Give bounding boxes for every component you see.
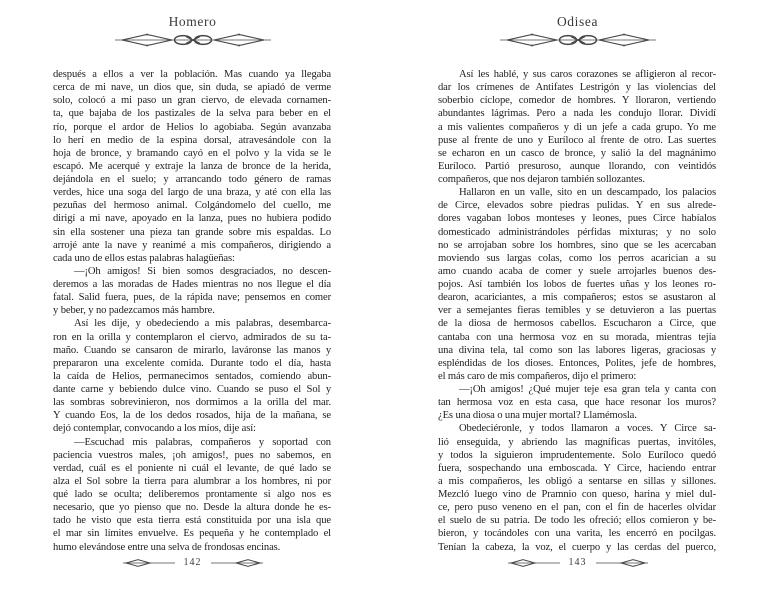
text-line: cada uno de ellos estas palabras halagüeñas:	[53, 252, 235, 264]
text-line: Hallaron en un valle, sito en un descampado, los palacios	[459, 187, 716, 199]
text-line: ron en la orilla y contemplaron el ciervo, admirados de su ta-	[53, 331, 331, 343]
text-line: verdad, cuál es el poniente ni cuál el levante, de qué lado se	[53, 462, 331, 474]
text-line: la caída de Helios, permanecimos sentados, comiendo abun-	[53, 370, 331, 382]
text-line: dearon, acariciantes, a mis compañeros; estos se asustaron al	[438, 292, 716, 304]
text-line: ¿Es una diosa o una mujer mortal? Llamémosla.	[438, 410, 637, 422]
text-line: a mis compañeros, les obligó a sentarse en sillas y sillones.	[438, 475, 716, 487]
text-line: escapó. Me acerqué y extraje la lanza de bronce de la herida,	[53, 160, 331, 172]
text-line: paciencia vuestros males, ¡oh amigos!, pues no sabemos, en	[53, 449, 331, 461]
right-page-header	[385, 14, 770, 47]
text-line: lo herí en medio de la espina dorsal, atravesándole con la	[53, 134, 331, 146]
text-line: soberbio cíclope, comedor de hombres. Y lloraron, vertiendo	[438, 95, 716, 107]
text-line: dante carne y bebiendo dulce vino. Cuando se puso el Sol y	[53, 384, 331, 395]
text-line: el mar sin límites envuelve. Es pequeña y he contemplado el	[53, 528, 331, 540]
text-line: Así les hablé, y sus caros corazones se afligieron al recor-	[459, 69, 716, 80]
text-line: —¡Oh amigos! Si bien somos desgraciados, no descen-	[74, 265, 331, 277]
text-line: —Escuchad mis palabras, compañeros y soportad con	[74, 436, 331, 448]
text-line: ta, que bajaba de los pastizales de la selva para beber en el	[53, 108, 331, 120]
text-line: fuera, sospechando una emboscada. Y Circe, haciendo entrar	[438, 462, 716, 474]
text-line: río, porque el ardor de Helios lo agobiaba. Según avanzaba	[53, 121, 331, 133]
text-line: —¡Oh amigos! ¿Qué mujer teje esa gran tela y canta con	[459, 384, 716, 395]
text-line: y beber, y no padezcamos más hambre.	[53, 305, 215, 317]
right-page-footer	[385, 557, 770, 568]
text-line: pezuñas del hermoso animal. Colgándomelo del cuello, me	[53, 200, 331, 212]
text-line: dejó contemplar, convocando a los míos, dije así:	[53, 423, 256, 435]
header-ornament-icon	[114, 33, 272, 47]
text-line: bieron, y tocándoles con una varita, les encerró en pocilgas.	[438, 528, 716, 540]
text-line: compañeros, que nos dejaron también sollozantes.	[438, 174, 645, 185]
text-line: Mezcló luego vino de Pramnio con queso, harina y miel dul-	[438, 489, 716, 500]
text-line: a mis valientes compañeros y di un jefe a cada grupo. Yo me	[438, 121, 716, 133]
text-line: puse al frente de uno y Euríloco al frente de otro. Las suertes	[438, 134, 716, 146]
text-line: maño. Cuando se cansaron de mirarlo, laváronse las manos y	[53, 344, 331, 356]
text-line: Euríloco. Partió presuroso, aunque llorando, con veintidós	[438, 160, 716, 172]
text-line: alza el Sol sobre la tierra para alumbrar a los hombres, ni por	[53, 475, 331, 487]
text-line: no se arrojaban sobre los hombres, sino que se les acercaban	[438, 239, 716, 251]
text-line: sin ella sostener una pieza tan grande sobre mis espaldas. Lo	[53, 226, 331, 238]
text-line: abundantes lágrimas. Pero a nada les condujo llorar. Dividí	[438, 108, 716, 120]
text-line: cantaba con una hermosa voz en su morada, mientras tejía	[438, 331, 716, 343]
text-line: el suelo de su patria. De todo les ofreció; ellos comieron y be-	[438, 515, 716, 527]
left-page-footer	[0, 557, 385, 568]
left-page-header	[0, 14, 385, 47]
text-line: solo, colocó a mi paso un gran ciervo, de elevada cornamen-	[53, 95, 331, 107]
text-line: se echaron en un casco de bronce, y salió la del magnánimo	[438, 147, 716, 159]
text-line: Así les dije, y obedeciendo a mis palabras, desembarca-	[74, 318, 331, 330]
text-line: verdes, hice una soga del largo de una braza, y até con ella las	[53, 187, 331, 199]
footer-ornament-icon	[123, 558, 175, 568]
page-number: 142	[183, 557, 202, 568]
text-line: dores vagaban lobos monteses y leones, pues Circe habíalos	[438, 213, 716, 225]
text-line: humo elevándose entre una selva de frondosas encinas.	[53, 541, 281, 553]
text-line: prepararon una excelente comida. Durante todo el día, hasta	[53, 357, 331, 369]
text-line: Y cuando Eos, la de los dedos rosados, hija de la mañana, se	[53, 410, 331, 422]
footer-ornament-icon	[211, 558, 263, 568]
running-header-title: Odisea	[556, 14, 599, 29]
text-line: y todos la siguieron imprudentemente. Solo Euríloco quedó	[438, 449, 716, 461]
footer-ornament-icon	[596, 558, 648, 568]
text-line: ce, pero puso veneno en el pan, con el fin de hacerles olvidar	[438, 502, 716, 514]
text-line: qué lado se oculta; deliberemos prontamente si algo nos es	[53, 489, 331, 500]
text-line: ver a semejantes fieras temibles y se detuvieron a las puertas	[438, 305, 716, 317]
text-line: necesario, que yo pienso que no. Desde la altura donde he es-	[53, 502, 331, 514]
text-line: espléndidas de los dioses. Entonces, Polites, jefe de hombres,	[438, 357, 716, 369]
text-line: deremos a las moradas de Hades mientras no nos llegue el día	[53, 279, 331, 290]
right-page	[385, 0, 770, 600]
text-line: Tenían la cabeza, la voz, el cuerpo y las cerdas del puerco,	[438, 541, 716, 553]
text-line: después a ellos a ver la población. Mas cuando ya llegaba	[53, 69, 331, 80]
text-line: dirigí a mi nave, apoyado en la lanza, pues no hubiera podido	[53, 213, 331, 225]
text-line: amo cuando acaba de comer y suele arrojarles buenos des-	[438, 265, 716, 277]
text-line: las sombras sobrevinieron, nos dormimos a la orilla del mar.	[53, 397, 331, 409]
text-line: domesticado administrándoles pérfidas mixturas; y no solo	[438, 226, 716, 238]
page-number: 143	[568, 557, 587, 568]
right-page-text	[438, 68, 716, 554]
text-line: de Circe, elevados sobre piedras pulidas. Y en sus alrede-	[438, 200, 716, 212]
text-line: fatal. Salid fuera, pues, de la rápida nave; pensemos en comer	[53, 292, 331, 304]
left-page-text	[53, 68, 331, 554]
text-line: de la diosa de hermosos cabellos. Escucharon a Circe, que	[438, 318, 716, 330]
text-line: dar los crímenes de Antifates Lestrigón y las violencias del	[438, 82, 716, 94]
running-header-title: Homero	[168, 14, 217, 29]
text-line: tado he visto que esta tierra está constituida por una isla que	[53, 515, 331, 527]
text-line: una divina tela, tal como son las labores ligeras, graciosas y	[438, 344, 716, 356]
text-line: el más caro de mis compañeros, dijo el primero:	[438, 370, 637, 382]
text-line: lió enseguida, y abriendo las magníficas puertas, invitóles,	[438, 436, 716, 448]
footer-ornament-icon	[508, 558, 560, 568]
text-line: pojos. Así también los lobos de fuertes uñas y los leones ro-	[438, 279, 716, 290]
header-ornament-icon	[499, 33, 657, 47]
text-line: cerca de mi nave, un dios que, sin duda, se apiadó de verme	[53, 82, 331, 94]
text-line: hoja de bronce, y bramando cayó en el polvo y la vida se le	[53, 147, 331, 159]
text-line: dejándola en el suelo; y arrancando todo género de ramas	[53, 174, 331, 185]
text-line: Obedeciéronle, y todos llamaron a voces. Y Circe sa-	[459, 423, 716, 435]
text-line: tan hermosa voz en esta casa, que hace resonar los muros?	[438, 397, 716, 409]
text-line: arrojé ante la nave y reanimé a mis compañeros, dirigiendo a	[53, 239, 331, 251]
text-line: moviendo sus largas colas, como los perros acarician a su	[438, 252, 716, 264]
